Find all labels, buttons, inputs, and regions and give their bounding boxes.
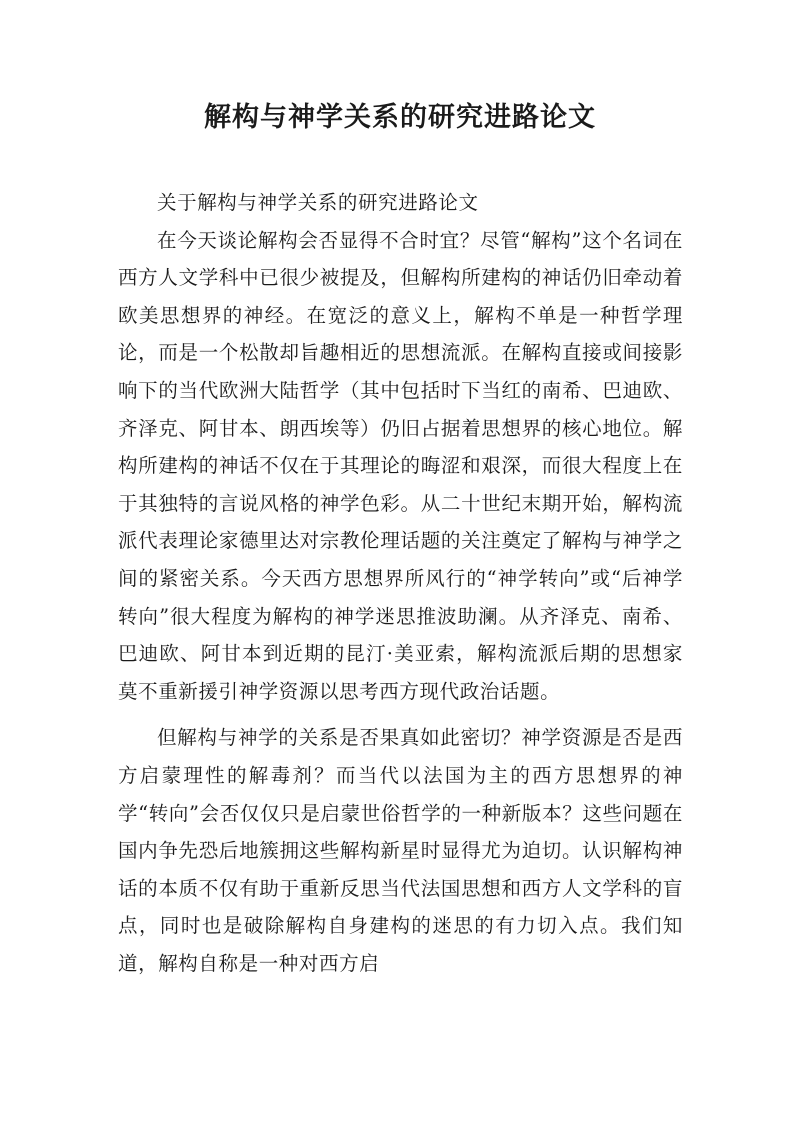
paragraph-2: 但解构与神学的关系是否果真如此密切？神学资源是否是西方启蒙理性的解毒剂？而当代以法国为主的西方思想界的神学“转向”会否仅仅只是启蒙世俗哲学的一种新版本？这些问题在国内争先恐后地簇拥这些解构新星时显得尤为迫切。认识解构神话的本质不仅有助于重新反思当代法国思想和西方人文学科的盲点，同时也是破除解构自身建构的迷思的有力切入点。我们知道，解构自称是一种对西方启 [118,726,683,975]
paragraph-subtitle: 关于解构与神学关系的研究进路论文 [157,191,479,214]
document-title: 解构与神学关系的研究进路论文 [204,102,596,133]
paragraph-1: 在今天谈论解构会否显得不合时宜？尽管“解构”这个名词在西方人文学科中已很少被提及，但解构所建构的神话仍旧牵动着欧美思想界的神经。在宽泛的意义上，解构不单是一种哲学理论，而是一个松散却旨趣相近的思想流派。在解构直接或间接影响下的当代欧洲大陆哲学（其中包括时下当红的南希、巴迪欧、齐泽克、阿甘本、朗西埃等）仍旧占据着思想界的核心地位。解构所建构的神话不仅在于其理论的晦涩和艰深，而很大程度上在于其独特的言说风格的神学色彩。从二十世纪末期开始，解构流派代表理论家德里达对宗教伦理话题的关注奠定了解构与神学之间的紧密关系。今天西方思想界所风行的“神学转向”或“后神学转向”很大程度为解构的神学迷思推波助澜。从齐泽克、南希、巴迪欧、阿甘本到近期的昆汀·美亚索，解构流派后期的思想家莫不重新援引神学资源以思考西方现代政治话题。 [118,228,683,703]
document-body [118,184,683,991]
